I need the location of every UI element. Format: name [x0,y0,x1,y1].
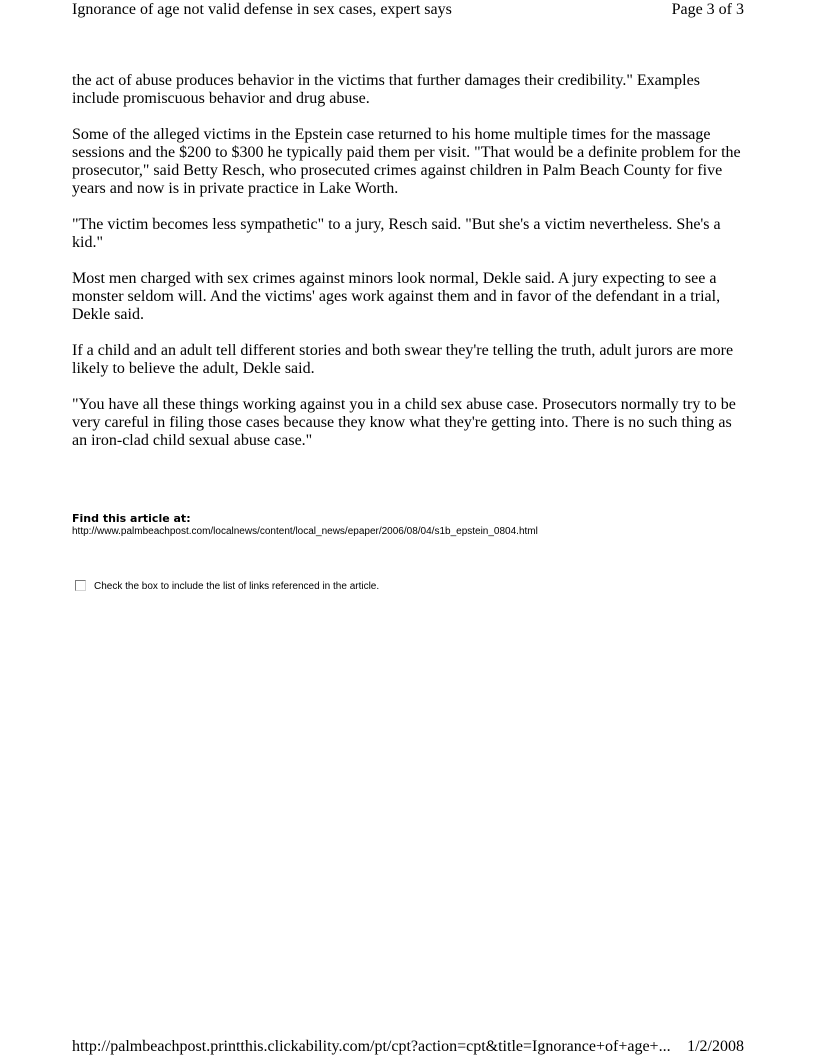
include-links-option [75,577,379,593]
find-article-section [72,512,772,538]
page-footer [72,1038,744,1056]
article-title: Ignorance of age not valid defense in sex cases, expert says [72,1,452,18]
article-body [72,72,744,468]
article-paragraph: Some of the alleged victims in the Epstein case returned to his home multiple times for the massage sessions and the $200 to $300 he typically paid them per visit. "That would be a definite problem for the prosecutor," said Betty Resch, who prosecuted crimes against children in Palm Beach County for five years and now is in private practice in Lake Worth. [72,126,741,197]
include-links-checkbox[interactable] [75,580,86,591]
article-paragraph: "The victim becomes less sympathetic" to a jury, Resch said. "But she's a victim nevertheless. She's a kid." [72,216,721,251]
page-number: Page 3 of 3 [671,1,744,18]
article-paragraph: Most men charged with sex crimes against minors look normal, Dekle said. A jury expecting to see a monster seldom will. And the victims' ages work against them and in favor of the defendant in a trial, Dekle said. [72,270,721,323]
article-paragraph: "You have all these things working against you in a child sex abuse case. Prosecutors normally try to be very careful in filing those cases because they know what they're getting into. There is no such thing as an iron-clad child sexual abuse case." [72,396,736,449]
article-paragraph: the act of abuse produces behavior in the victims that further damages their credibility." Examples include promiscuous behavior and drug abuse. [72,72,700,107]
print-date: 1/2/2008 [687,1038,744,1055]
find-article-label: Find this article at: [72,512,191,525]
include-links-label: Check the box to include the list of links referenced in the article. [94,581,380,592]
article-url-link[interactable]: http://www.palmbeachpost.com/localnews/content/local_news/epaper/2006/08/04/s1b_epstein_0804.html [72,526,538,537]
article-paragraph: If a child and an adult tell different stories and both swear they're telling the truth, adult jurors are more likely to believe the adult, Dekle said. [72,342,734,377]
page-header [72,0,744,20]
footer-url: http://palmbeachpost.printthis.clickability.com/pt/cpt?action=cpt&title=Ignorance+of+age+... [72,1038,671,1055]
